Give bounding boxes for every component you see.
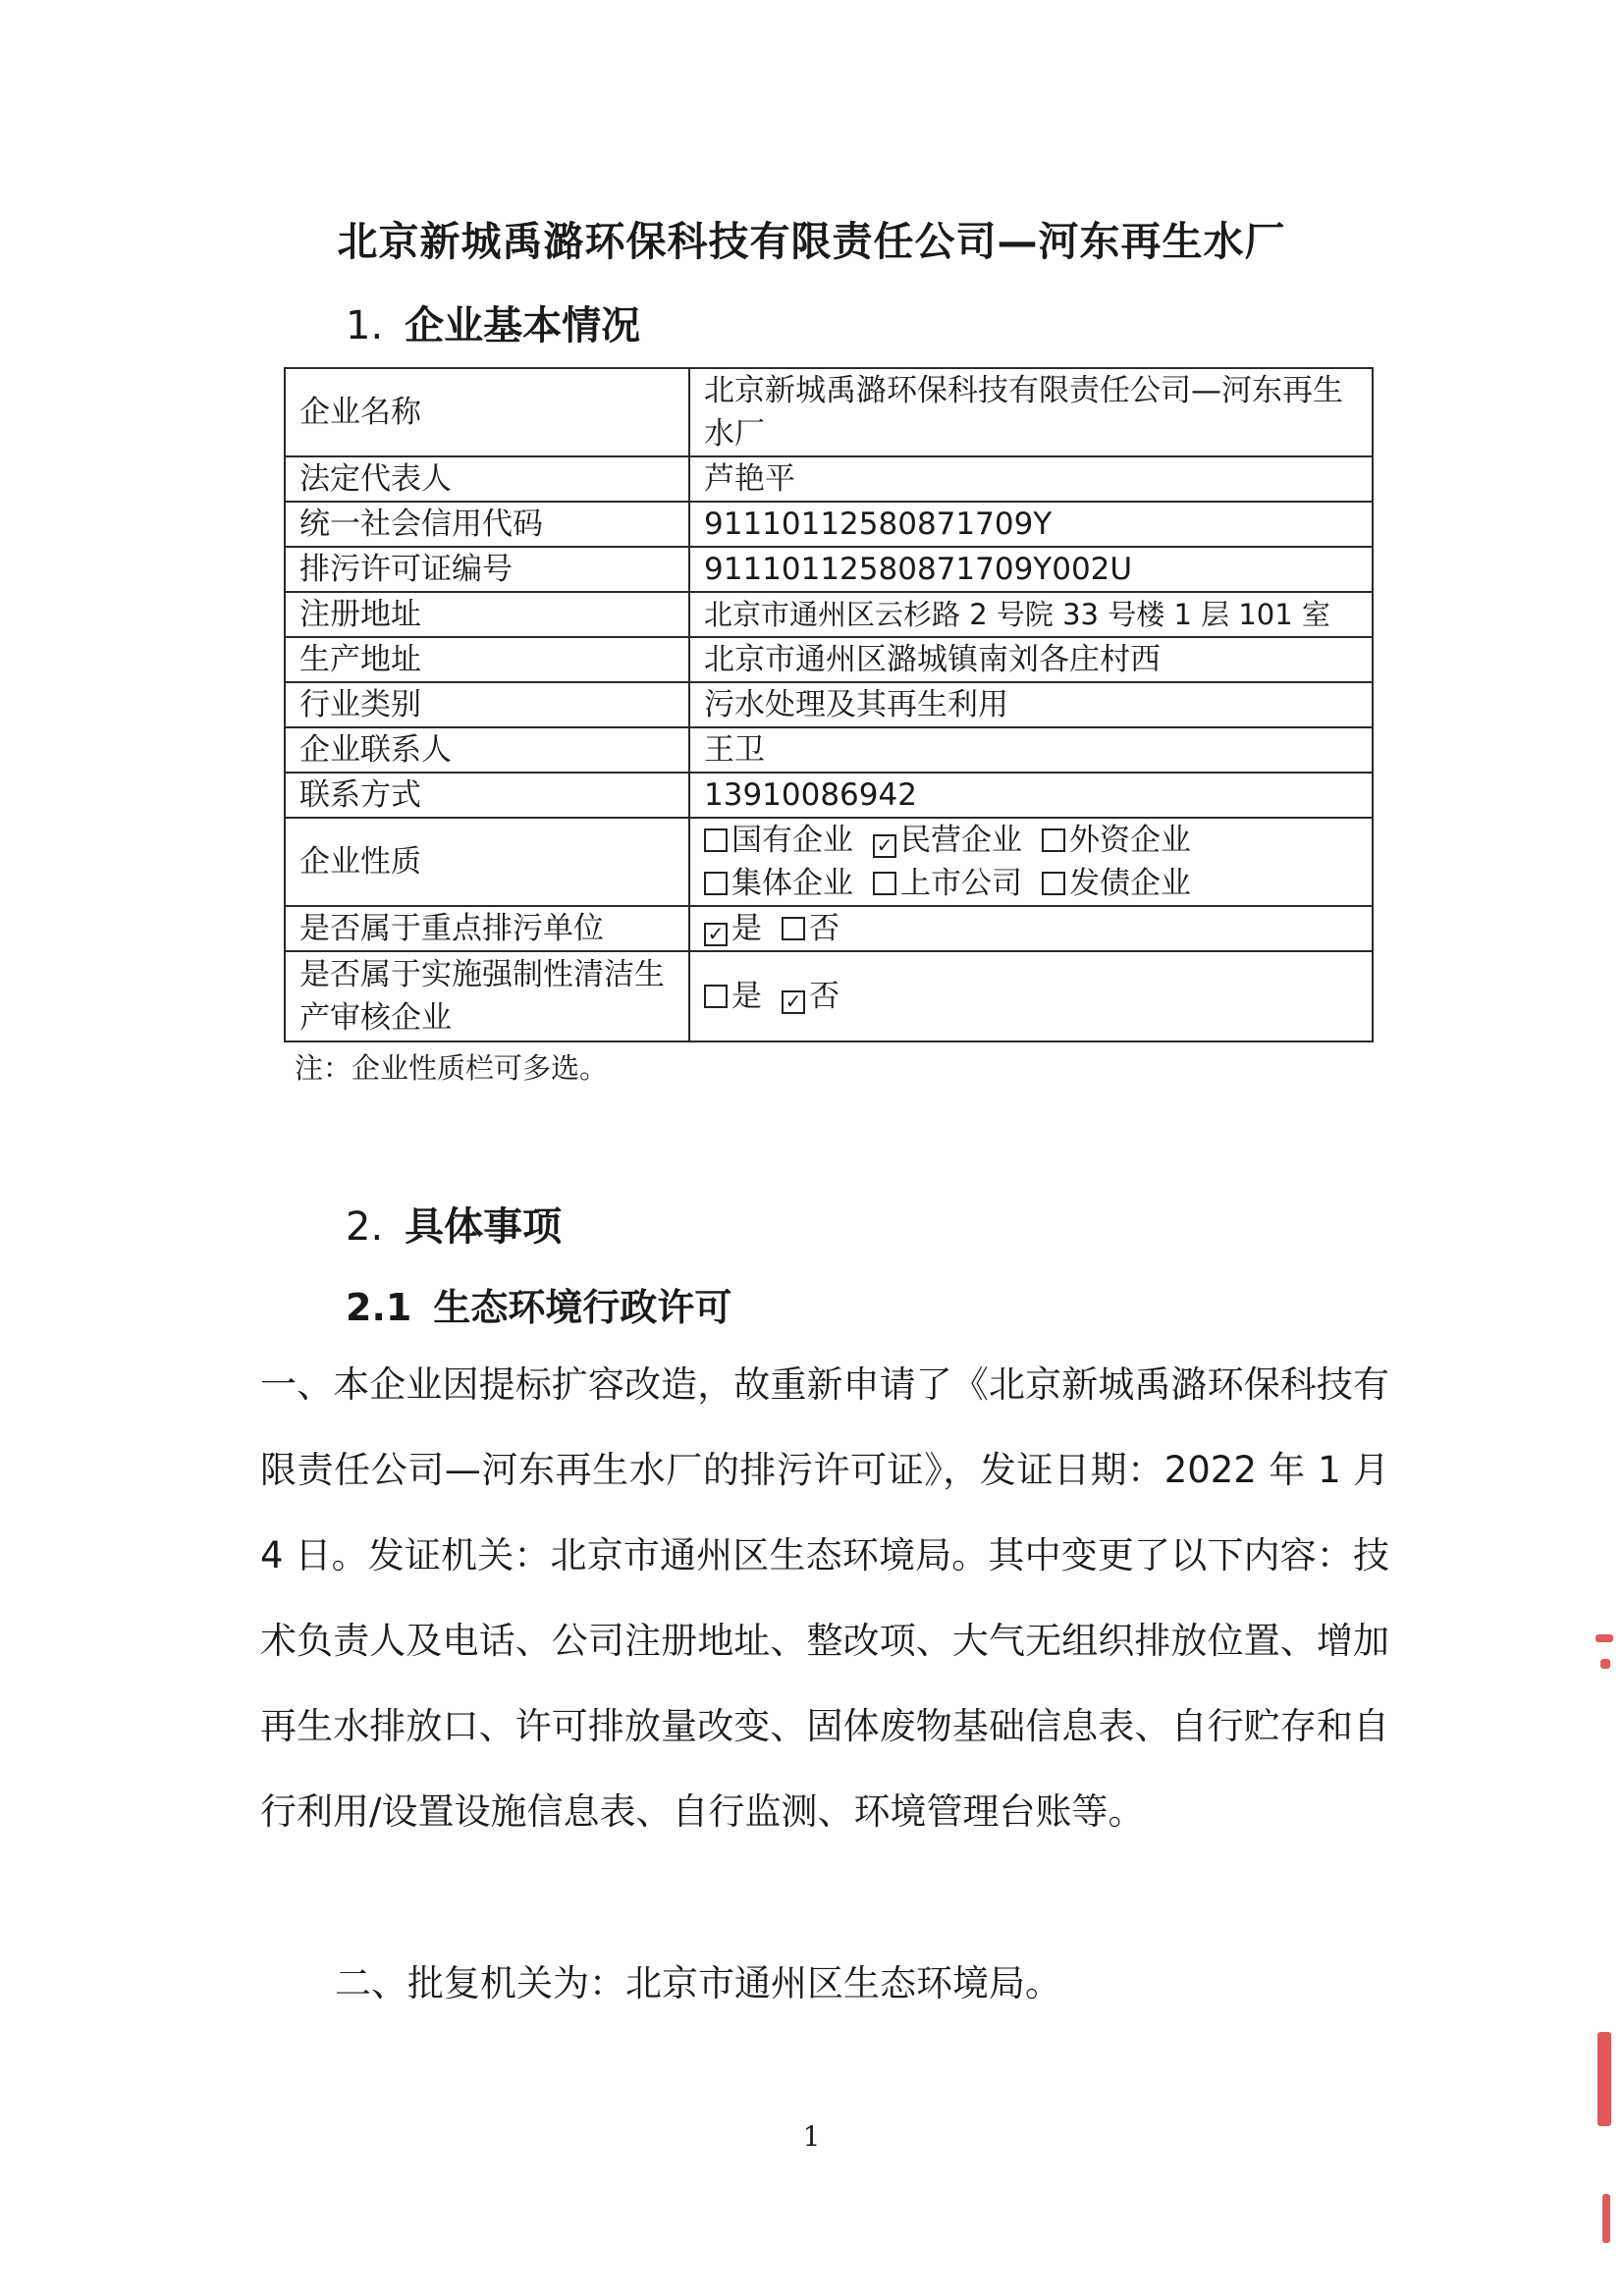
option-label: 否 [809,979,839,1014]
checkbox-icon[interactable] [1042,872,1065,895]
row-value: 13910086942 [689,773,1373,818]
option-bond-issuer[interactable] [1042,866,1191,901]
table-note: 注：企业性质栏可多选。 [295,1051,609,1085]
option-no[interactable] [782,911,839,946]
option-private[interactable] [873,823,1022,858]
option-yes[interactable] [704,979,762,1014]
row-key: 法定代表人 [285,456,689,502]
option-state-owned[interactable] [704,823,853,858]
table-row-key-polluter [285,906,1373,951]
option-label: 外资企业 [1069,823,1191,858]
option-label: 上市公司 [900,866,1022,901]
checkbox-checked-icon[interactable]: ✓ [873,834,896,858]
row-value: 91110112580871709Y [689,502,1373,547]
row-key: 企业性质 [285,818,689,906]
checkbox-checked-icon[interactable]: ✓ [782,990,805,1014]
option-label: 是 [731,979,762,1014]
table-row [285,456,1373,502]
row-key: 企业名称 [285,368,689,456]
checkbox-icon[interactable] [704,872,728,895]
section-2-1-heading [346,1277,731,1331]
option-yes[interactable] [704,911,762,946]
row-key: 联系方式 [285,773,689,818]
seal-stamp-edge [1602,2194,1610,2243]
table-row [285,592,1373,637]
row-key: 行业类别 [285,682,689,727]
paragraph-1: 一、本企业因提标扩容改造，故重新申请了《北京新城禹潞环保科技有限责任公司—河东再生水厂的排污许可证》，发证日期：2022 年 1 月 4 日。发证机关：北京市通州区生态环境局。其中变更了以下内容：技术负责人及电话、公司注册地址、整改项、大气无组织排放位置、增加再生水排放口、许可排放量改变、固体废物基础信息表、自行贮存和自行利用/设置设施信息表、自行监测、环境管理台账等。 [260,1363,1389,1833]
option-foreign[interactable] [1042,823,1191,858]
page-number: 1 [802,2120,821,2153]
checkbox-icon[interactable] [1042,828,1065,852]
seal-stamp-edge [1597,2032,1611,2126]
row-value: 北京新城禹潞环保科技有限责任公司—河东再生水厂 [689,368,1373,456]
checkbox-icon[interactable] [873,872,896,895]
table-row [285,727,1373,773]
section-2-1-label: 生态环境行政许可 [433,1286,732,1329]
key-polluter-options [689,906,1373,951]
document-title: 北京新城禹潞环保科技有限责任公司—河东再生水厂 [337,218,1286,265]
table-row [285,368,1373,456]
section-1-label: 企业基本情况 [405,303,641,348]
enterprise-info-table [284,367,1374,1042]
row-key: 注册地址 [285,592,689,637]
table-row [285,773,1373,818]
table-row [285,547,1373,592]
row-value: 芦艳平 [689,456,1373,502]
table-row [285,502,1373,547]
option-label: 民营企业 [900,823,1022,858]
paragraph-2: 二、批复机关为：北京市通州区生态环境局。 [335,1962,1061,2004]
section-2-heading [346,1196,562,1252]
row-key: 统一社会信用代码 [285,502,689,547]
row-value: 91110112580871709Y002U [689,547,1373,592]
option-label: 发债企业 [1069,866,1191,901]
row-key: 生产地址 [285,637,689,682]
option-label: 国有企业 [731,823,853,858]
section-1-number: 1. [346,303,384,348]
row-value: 北京市通州区潞城镇南刘各庄村西 [689,637,1373,682]
row-value: 北京市通州区云杉路 2 号院 33 号楼 1 层 101 室 [689,592,1373,637]
row-value: 王卫 [689,727,1373,773]
option-listed[interactable] [873,866,1022,901]
row-key: 企业联系人 [285,727,689,773]
checkbox-icon[interactable] [704,828,728,852]
row-key: 排污许可证编号 [285,547,689,592]
seal-stamp-edge [1596,1634,1613,1642]
table-row-clean-production [285,951,1373,1041]
table-row [285,637,1373,682]
row-value: 污水处理及其再生利用 [689,682,1373,727]
checkbox-checked-icon[interactable]: ✓ [704,923,728,946]
checkbox-icon[interactable] [704,985,728,1008]
table-row-nature [285,818,1373,906]
nature-options-line-1 [704,819,1362,862]
section-2-label: 具体事项 [405,1204,563,1250]
clean-prod-options [689,951,1373,1041]
option-collective[interactable] [704,866,853,901]
option-label: 是 [731,911,762,946]
option-no[interactable] [782,979,839,1014]
option-label: 集体企业 [731,866,853,901]
seal-stamp-edge [1600,1659,1610,1669]
checkbox-icon[interactable] [782,917,805,940]
section-2-number: 2. [346,1204,384,1250]
option-label: 否 [809,911,839,946]
section-2-1-number: 2.1 [346,1286,412,1329]
row-key: 是否属于实施强制性清洁生产审核企业 [285,951,689,1041]
nature-options [689,818,1373,906]
section-1-heading [346,294,640,350]
row-key: 是否属于重点排污单位 [285,906,689,951]
nature-options-line-2 [704,862,1362,905]
table-row [285,682,1373,727]
